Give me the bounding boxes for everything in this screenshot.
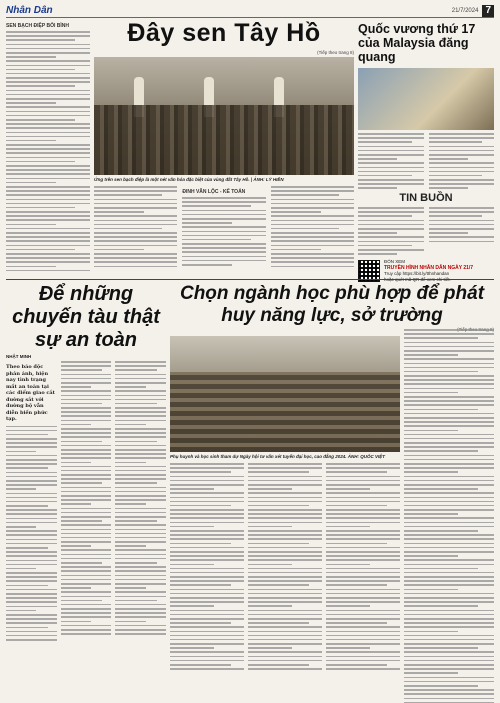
column-kicker: SEN BẠCH ĐIỆP BỐI BÌNH bbox=[6, 23, 69, 29]
left-column-body bbox=[6, 31, 90, 271]
top-story-photo bbox=[94, 57, 354, 175]
left-column bbox=[6, 20, 90, 275]
bottom-section bbox=[6, 283, 494, 699]
malaysia-body bbox=[358, 133, 494, 189]
career-story bbox=[170, 283, 494, 699]
railway-story bbox=[6, 283, 166, 699]
issue-date: 21/7/2024 bbox=[451, 7, 479, 14]
career-body bbox=[170, 463, 400, 670]
railway-headline: Để những chuyến tàu thật sự an toàn bbox=[12, 283, 160, 351]
top-story-body bbox=[94, 186, 354, 267]
malaysia-headline: Quốc vương thứ 17 của Malaysia đăng quang bbox=[358, 22, 476, 64]
railway-body bbox=[6, 361, 166, 641]
tv-promo-text: ĐÓN XEM TRUYỀN HÌNH NHÂN DÂN NGÀY 21/7 Truy cập https://bit.ly/tthnhandan bbox=[384, 258, 474, 276]
career-headline: Chọn ngành học phù hợp để phát huy năng lực, sở trường bbox=[179, 283, 485, 326]
section-name: Nhân Dân bbox=[6, 5, 53, 16]
career-photo bbox=[170, 336, 400, 452]
top-story-credit: (Tiếp theo trang 8) bbox=[317, 50, 354, 55]
top-story-subkicker: ĐINH VĂN LỘC - KẾ TOÁN bbox=[182, 189, 246, 195]
top-section bbox=[6, 20, 494, 275]
masthead-right bbox=[452, 5, 494, 17]
masthead bbox=[6, 4, 494, 18]
obituary-heading: TIN BUỒN bbox=[399, 192, 453, 205]
right-column bbox=[358, 20, 494, 275]
top-story-headline: Đây sen Tây Hồ bbox=[127, 19, 321, 47]
top-story bbox=[94, 20, 354, 275]
career-sidebar bbox=[404, 329, 494, 703]
railway-lead: Theo báo độc phản ánh, hiện nay tình trạng mất an toàn tại các điểm giao cắt đường sắt với đường bộ vẫn diễn biến phức tạp. bbox=[6, 364, 55, 422]
career-photo-caption: Phụ huynh và học sinh tham dự Ngày hội tư vấn xét tuyển đại học, cao đẳng 2024. ẢNH: QUỐC VIỆT bbox=[170, 454, 385, 459]
section-divider bbox=[6, 279, 494, 280]
malaysia-photo bbox=[358, 68, 494, 130]
page-number: 7 bbox=[482, 5, 494, 17]
obituary-body bbox=[358, 207, 494, 255]
railway-byline: NHẬT MINH bbox=[6, 354, 32, 359]
top-story-photo-caption: Ứng trên sen bạch điệp là một nét văn hóa đặc biệt của vùng đất Tây Hồ. | ẢNH: LÝ HIỀN bbox=[94, 177, 284, 182]
